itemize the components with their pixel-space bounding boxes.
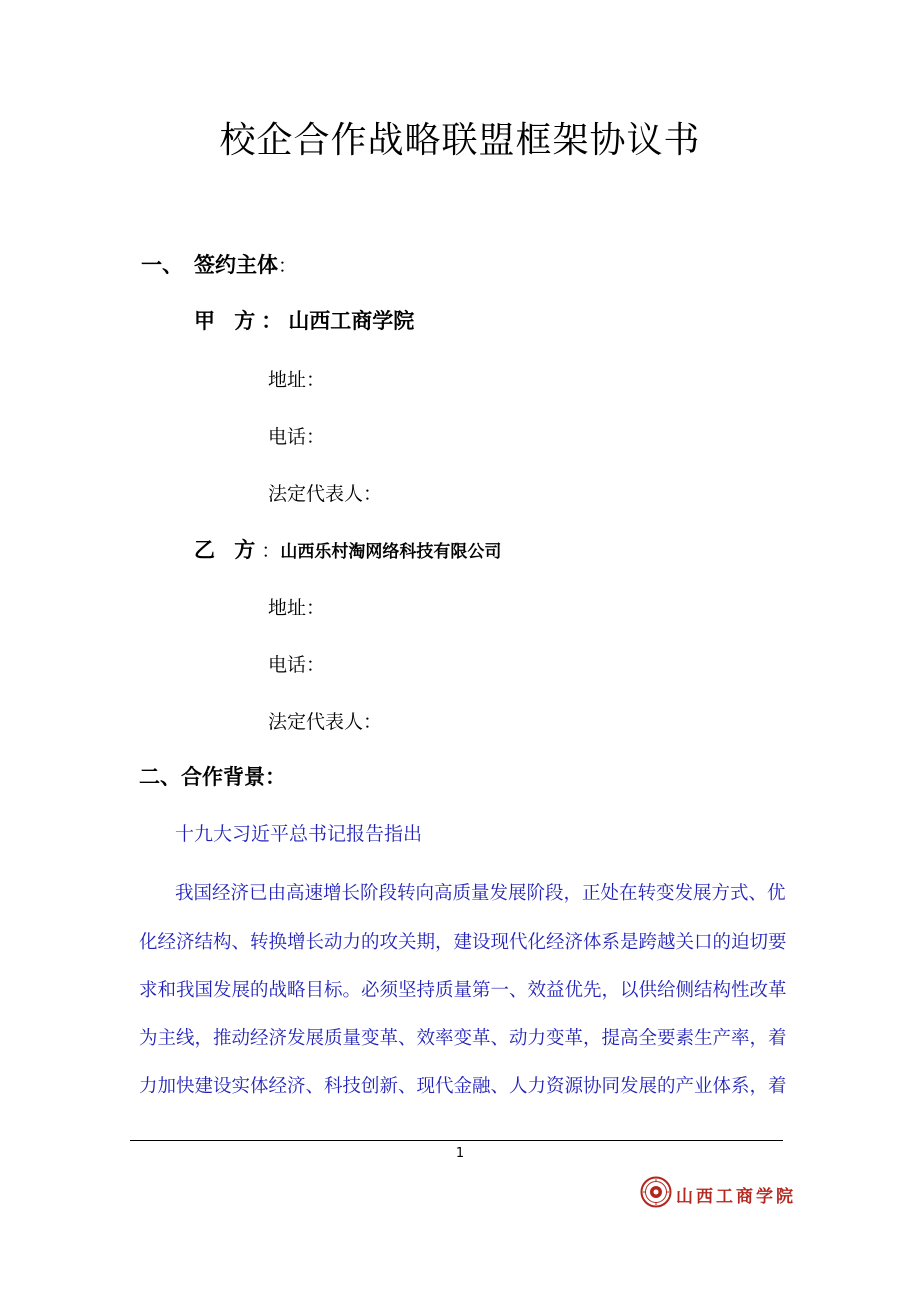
document-title: 校企合作战略联盟框架协议书 <box>219 120 701 161</box>
party-a-phone-label: 电话： <box>268 426 326 448</box>
paragraph-line: 为主线，推动经济发展质量变革、效率变革、动力变革，提高全要素生产率，着 <box>139 1028 787 1049</box>
party-b-name: 山西乐村淘网络科技有限公司 <box>280 542 502 562</box>
party-b-rep-label: 法定代表人： <box>268 711 383 733</box>
paragraph-line: 求和我国发展的战略目标。必须坚持质量第一、效益优先，以供给侧结构性改革 <box>139 980 787 1001</box>
section-1-title: 签约主体 <box>194 253 278 277</box>
party-b-phone-label: 电话： <box>268 654 326 676</box>
page-number: 1 <box>455 1146 465 1161</box>
footer-rule <box>130 1140 783 1141</box>
section-1-colon: ： <box>278 255 298 277</box>
party-b-address-label: 地址： <box>268 597 326 619</box>
paragraph-line: 力加快建设实体经济、科技创新、现代金融、人力资源协同发展的产业体系，着 <box>139 1076 787 1097</box>
party-b-colon: ： <box>261 540 281 562</box>
party-b-label: 乙 方 <box>194 538 262 562</box>
paragraph-line: 化经济结构、转换增长动力的攻关期，建设现代化经济体系是跨越关口的迫切要 <box>139 932 787 953</box>
section-1-number: 一、 <box>141 253 183 277</box>
section-2-title: 二、合作背景： <box>139 765 286 789</box>
party-b-heading <box>194 534 501 564</box>
party-a-rep-label: 法定代表人： <box>268 483 383 505</box>
paragraph-line: 我国经济已由高速增长阶段转向高质量发展阶段，正处在转变发展方式、优 <box>175 883 786 904</box>
school-logo-text: 山西工商学院 <box>676 1187 796 1207</box>
party-a-heading <box>194 305 414 335</box>
school-seal-icon <box>640 1176 672 1208</box>
party-a-name: 山西工商学院 <box>288 309 415 333</box>
section-2-intro: 十九大习近平总书记报告指出 <box>175 823 423 845</box>
party-a-address-label: 地址： <box>268 369 326 391</box>
party-a-label: 甲 方： <box>194 309 289 333</box>
section-1-heading <box>194 249 297 279</box>
school-logo <box>640 1176 672 1208</box>
